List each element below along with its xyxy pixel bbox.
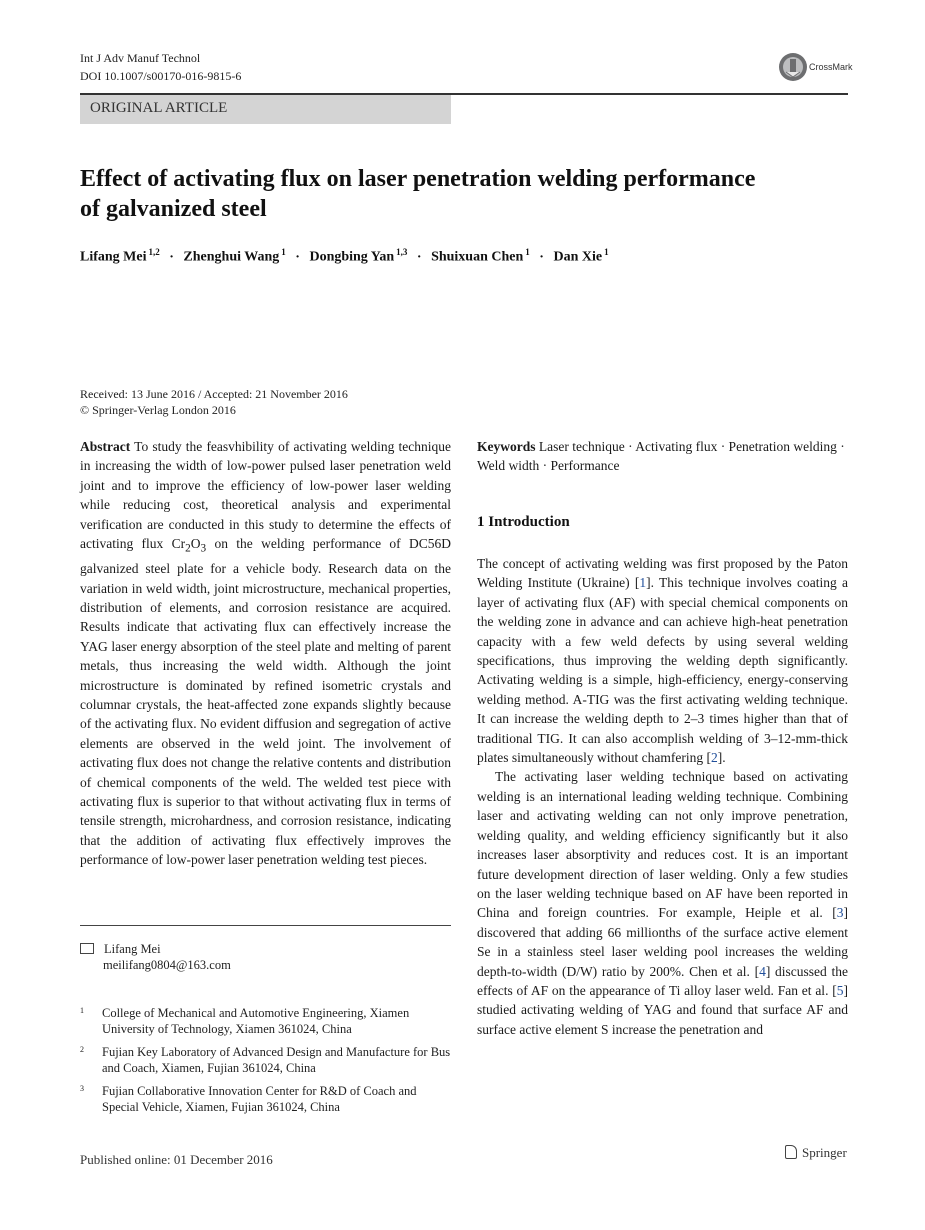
corresponding-email[interactable]: meilifang0804@163.com	[103, 958, 231, 972]
affiliation-number: 1	[80, 1006, 84, 1015]
author-name[interactable]: Shuixuan Chen	[431, 249, 524, 265]
affiliation-number: 3	[80, 1084, 84, 1093]
author-separator: ·	[416, 249, 422, 265]
paragraph-text: ] discovered that adding 66 millionths of the surface active element Se in a stainless steel laser welding pool increases the welding depth-to-width (D/W) ratio by 200%. Chen et al. [	[477, 905, 848, 979]
crossmark-icon[interactable]	[778, 52, 808, 82]
publication-dates	[80, 386, 348, 418]
publisher-logo	[785, 1145, 847, 1161]
abstract-text-mid: O	[190, 536, 201, 552]
crossmark-label[interactable]: CrossMark	[809, 62, 853, 72]
paragraph	[477, 554, 848, 767]
author-separator: ·	[539, 249, 544, 265]
author-separator: ·	[295, 249, 300, 265]
citation-link[interactable]: 5	[836, 982, 844, 998]
copyright: © Springer-Verlag London 2016	[80, 403, 236, 417]
keywords	[477, 437, 848, 476]
affiliation-text: College of Mechanical and Automotive Engineering, Xiamen University of Technology, Xiamen 361024, China	[102, 1006, 410, 1036]
footnote-rule	[80, 925, 451, 926]
abstract-label: Abstract	[80, 439, 131, 454]
article-type-label: ORIGINAL ARTICLE	[90, 100, 228, 116]
author-name[interactable]: Dan Xie	[553, 249, 603, 265]
publisher-name: Springer	[802, 1145, 847, 1160]
author-name[interactable]: Lifang Mei	[80, 249, 147, 265]
paragraph	[477, 767, 848, 1039]
article-type-banner	[80, 95, 451, 124]
affiliation-text: Fujian Key Laboratory of Advanced Design and Manufacture for Bus and Coach, Xiamen, Fujian 361024, China	[102, 1045, 451, 1075]
author-name[interactable]: Zhenghui Wang	[183, 249, 280, 265]
article-title	[80, 164, 850, 224]
abstract	[80, 437, 451, 870]
paragraph-text: ]. This technique involves coating a layer of activating flux (AF) with special chemical components on the welding zone in advance and can achieve high-heat penetration capacity with a few weld defects by using several welding specifications, thus improving the welding depth significantly. Activating welding is a simple, high-efficiency, energy-conserving welding method. A-TIG was the first activating welding technique. It can increase the welding depth to 2–3 times higher than that of traditional TIG. It can also accomplish welding of 3–12-mm-thick plates simultaneously without chamfering [	[477, 575, 848, 766]
introduction-body	[477, 554, 848, 1039]
doi: DOI 10.1007/s00170-016-9815-6	[80, 69, 242, 83]
author-affiliation-marker: 1,3	[396, 247, 408, 257]
keywords-text: Laser technique · Activating flux · Penetration welding · Weld width · Performance	[477, 439, 845, 474]
affiliation-text: Fujian Collaborative Innovation Center for R&D of Coach and Special Vehicle, Xiamen, Fujian 361024, China	[102, 1084, 417, 1114]
paragraph-text: ] studied activating welding of YAG and found that surface AF and surface active element S increase the penetration and	[477, 982, 848, 1037]
paragraph-text: The concept of activating welding was first proposed by the Paton Welding Institute (Ukraine) [	[477, 556, 848, 591]
abstract-text-2: on the welding performance of DC56D galvanized steel plate for a vehicle body. Research data on the variation in weld width, joint microstructure, mechanical properties, distribution of elements, and corrosion resistance are acquired. Results indicate that activating flux can effectively increase the YAG laser energy absorption of the steel plate and melting of parent metals, thus increasing the weld width. Although the joint microstructure is dominated by refined isometric crystals and columnar crystals, the heat-affected zone expands slightly because of the activating flux. No evident diffusion and segregation of active elements are observed in the weld joint. The involvement of activating flux does not change the relative contents and distribution of chemical components of the weld. The welded test piece with activating flux is superior to that without activating flux in terms of tensile strength, microhardness, and corrosion resistance, indicating that the addition of activating flux effectively improves the performance of low-power laser penetration welding test pieces.	[80, 536, 451, 868]
abstract-subscript: 3	[200, 542, 207, 555]
citation-link[interactable]: 4	[759, 963, 766, 979]
corresponding-author: Lifang Mei	[104, 942, 161, 956]
journal-name: Int J Adv Manuf Technol	[80, 51, 201, 65]
citation-link[interactable]: 1	[639, 575, 647, 591]
abstract-subscript: 2	[185, 542, 191, 555]
citation-link[interactable]: 2	[710, 750, 718, 766]
author-affiliation-marker: 1	[281, 247, 286, 257]
abstract-text-1: To study the feasvhibility of activating welding technique in increasing the width of low-power pulsed laser penetration weld joint and to improve the efficiency of low-power laser welding while reducing cost, theoretical analysis and experimental verification are conducted in this study to determine the effects of activating flux Cr	[80, 439, 451, 552]
paragraph-text: ].	[717, 750, 726, 766]
correspondence	[80, 941, 231, 973]
author-name[interactable]: Dongbing Yan	[309, 249, 395, 265]
published-online: Published online: 01 December 2016	[80, 1152, 273, 1167]
title-line-1: Effect of activating flux on laser penetration welding performance	[80, 166, 756, 192]
author-separator: ·	[169, 249, 174, 265]
springer-horse-icon	[785, 1145, 797, 1159]
section-heading-introduction: 1 Introduction	[477, 514, 570, 530]
citation-link[interactable]: 3	[836, 905, 844, 921]
keywords-label: Keywords	[477, 439, 536, 454]
title-line-2: of galvanized steel	[80, 196, 267, 222]
paragraph-text: The activating laser welding technique based on activating welding is an international leading welding technique. Combining laser and activating welding can not only improve penetration, welding quality, and welding efficiency significantly but it also increases laser absorptivity and reduces cost. It is an important future development direction of laser welding. Only a few studies on the laser welding technique based on AF have been reported in China and foreign countries. For example, Heiple et al. [	[477, 769, 848, 921]
author-affiliation-marker: 1,2	[148, 247, 160, 257]
paragraph-text: ] discussed the effects of AF on the appearance of Ti alloy laser weld. Fan et al. [	[477, 963, 848, 998]
author-list	[80, 247, 850, 266]
mail-icon	[80, 943, 94, 954]
author-affiliation-marker: 1	[604, 247, 609, 257]
received-accepted: Received: 13 June 2016 / Accepted: 21 November 2016	[80, 387, 348, 401]
affiliation-number: 2	[80, 1045, 84, 1054]
author-affiliation-marker: 1	[525, 247, 530, 257]
